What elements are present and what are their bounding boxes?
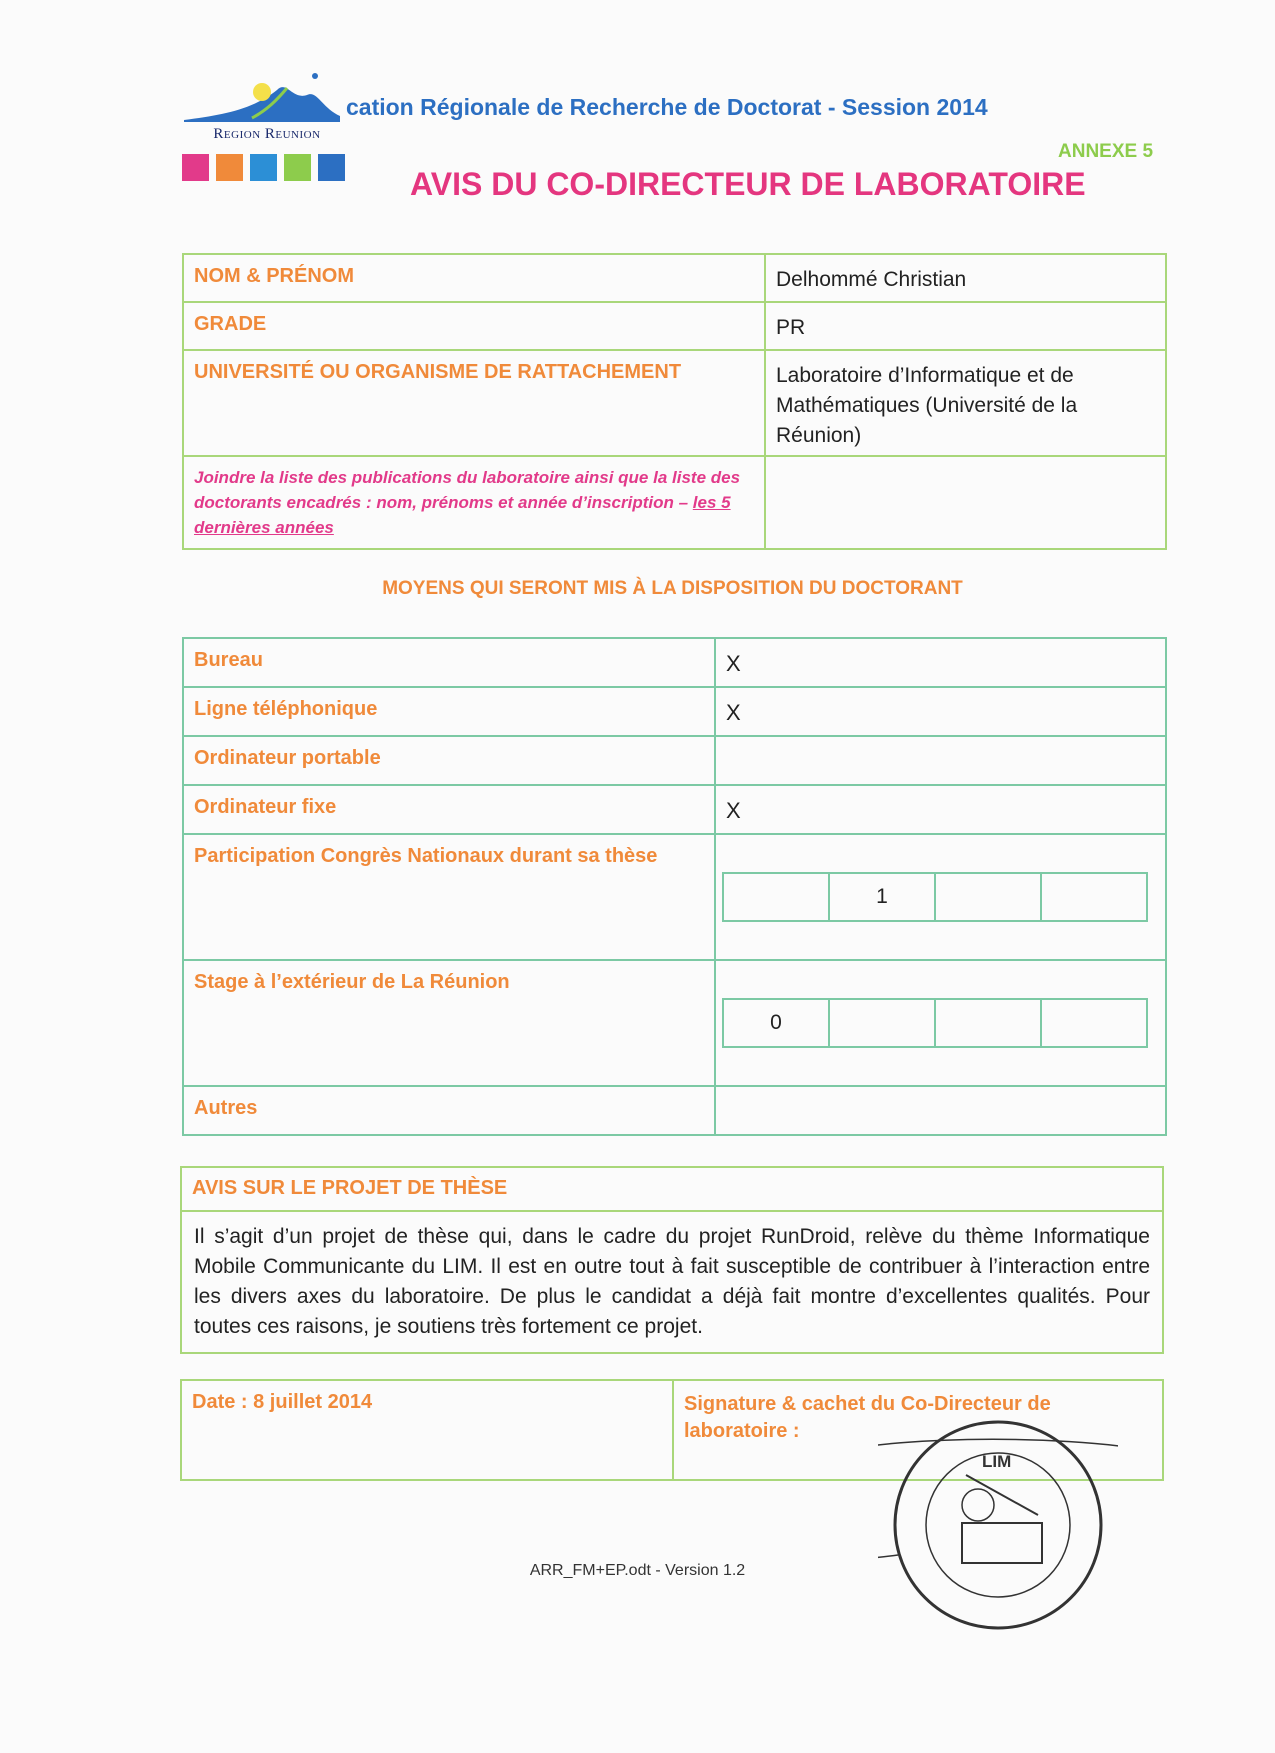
congres-box: 1 (829, 873, 935, 921)
laptop-value (715, 736, 1166, 785)
university-label: UNIVERSITÉ OU ORGANISME DE RATTACHEMENT (183, 350, 765, 456)
autres-label: Autres (183, 1086, 715, 1135)
date-label: Date : 8 juillet 2014 (181, 1380, 673, 1480)
table-row (183, 785, 1166, 834)
signature-label: Signature & cachet du Co-Directeur de laboratoire : (673, 1380, 1163, 1480)
telephone-value: X (715, 687, 1166, 736)
grade-value: PR (765, 302, 1166, 350)
table-row (183, 302, 1166, 350)
table-row (183, 638, 1166, 687)
logo-square-green (284, 154, 311, 181)
moyens-title: MOYENS QUI SERONT MIS À LA DISPOSITION DU DOCTORANT (382, 578, 963, 599)
svg-text:LIM: LIM (982, 1452, 1012, 1471)
publications-value (765, 456, 1166, 549)
identity-table (182, 253, 1167, 550)
stage-box (1041, 999, 1147, 1047)
publications-note (183, 456, 765, 549)
logo-square-blue (250, 154, 277, 181)
name-label: NOM & PRÉNOM (183, 254, 765, 302)
desktop-value: X (715, 785, 1166, 834)
bureau-label: Bureau (183, 638, 715, 687)
desktop-label: Ordinateur fixe (183, 785, 715, 834)
congres-box (723, 873, 829, 921)
telephone-label: Ligne téléphonique (183, 687, 715, 736)
publications-note-underlined: les 5 dernières années (194, 493, 731, 537)
name-value: Delhommé Christian (765, 254, 1166, 302)
logo-square-orange (216, 154, 243, 181)
table-row (181, 1167, 1163, 1211)
grade-label: GRADE (183, 302, 765, 350)
avis-text: Il s’agit d’un projet de thèse qui, dans le cadre du projet RunDroid, relève du thème Informatique Mobile Communicante du LIM. Il est en outre tout à fait susceptible de contribuer à l’interaction entre les divers axes du laboratoire. De plus le candidat a déjà fait montre d’excellentes qualités. Pour toutes ces raisons, je soutiens très fortement ce projet. (181, 1211, 1163, 1353)
lab-stamp (878, 1415, 1118, 1635)
publications-note-text: Joindre la liste des publications du laboratoire ainsi que la liste des doctorants encadrés : nom, prénoms et année d’inscription – (194, 468, 741, 512)
congres-label: Participation Congrès Nationaux durant sa thèse (183, 834, 715, 960)
congres-box (935, 873, 1041, 921)
table-row (183, 736, 1166, 785)
university-value: Laboratoire d’Informatique et de Mathématiques (Université de la Réunion) (765, 350, 1166, 456)
table-row (183, 1086, 1166, 1135)
stage-box (829, 999, 935, 1047)
autres-value (715, 1086, 1166, 1135)
wave-logo-icon (182, 70, 352, 126)
avis-title: AVIS SUR LE PROJET DE THÈSE (181, 1167, 1163, 1211)
stage-boxes (722, 998, 1148, 1048)
region-logo (182, 70, 352, 185)
annexe-label: ANNEXE 5 (1058, 141, 1154, 162)
table-row (183, 687, 1166, 736)
stage-label: Stage à l’extérieur de La Réunion (183, 960, 715, 1086)
table-row (183, 254, 1166, 302)
stage-box: 0 (723, 999, 829, 1047)
logo-square-pink (182, 154, 209, 181)
bureau-value: X (715, 638, 1166, 687)
avis-table (180, 1166, 1164, 1354)
logo-region-text: Region Reunion (213, 126, 321, 142)
laptop-label: Ordinateur portable (183, 736, 715, 785)
header-title: cation Régionale de Recherche de Doctorat - Session 2014 (346, 94, 988, 120)
congres-boxes (722, 872, 1148, 922)
stage-box (935, 999, 1041, 1047)
table-row (183, 350, 1166, 456)
congres-box (1041, 873, 1147, 921)
footer-version: ARR_FM+EP.odt - Version 1.2 (529, 1562, 746, 1579)
table-row (181, 1211, 1163, 1353)
page-title: AVIS DU CO-DIRECTEUR DE LABORATOIRE (410, 166, 1086, 202)
table-row (183, 456, 1166, 549)
stamp-seal-icon (878, 1415, 1118, 1635)
logo-square-darkblue (318, 154, 345, 181)
